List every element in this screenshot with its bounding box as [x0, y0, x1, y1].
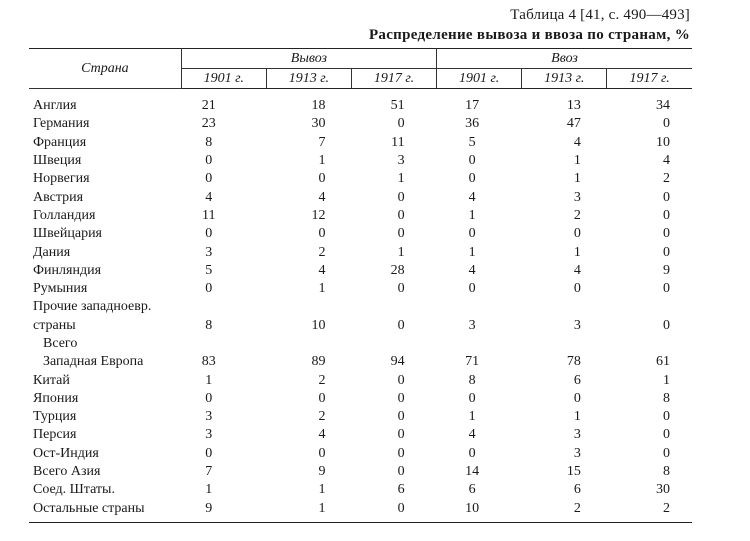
country-name-cell: Дания: [33, 244, 71, 260]
value-cell: [607, 298, 692, 316]
value-cell: 0: [468, 390, 476, 406]
value-cell: 0: [318, 445, 326, 461]
value-cell: 0: [205, 171, 213, 187]
value-cell: 0: [663, 244, 670, 260]
table-header: [29, 49, 692, 89]
country-name-cell: Соед. Штаты.: [33, 482, 115, 498]
value-cell: 89: [311, 354, 326, 370]
country-name-cell: Швеция: [33, 153, 82, 169]
value-cell: 2: [573, 207, 581, 223]
value-cell: 8: [205, 317, 213, 333]
country-name-cell: Ост-Индия: [33, 445, 99, 461]
value-cell: 9: [318, 464, 326, 480]
value-cell: 10: [311, 317, 326, 333]
value-cell: 0: [663, 189, 670, 205]
table-row: [29, 390, 692, 408]
value-cell: 9: [181, 500, 266, 523]
value-cell: [607, 335, 692, 353]
value-cell: 4: [573, 262, 581, 278]
country-name-cell: Западная Европа: [43, 354, 144, 370]
value-cell: 4: [468, 427, 476, 443]
value-cell: 0: [397, 189, 405, 205]
value-cell: 1: [468, 244, 476, 260]
value-cell: 1: [573, 244, 581, 260]
value-cell: 13: [566, 98, 581, 114]
value-cell: 30: [656, 482, 670, 498]
header-country: Страна: [29, 49, 181, 89]
value-cell: [181, 298, 266, 316]
value-cell: 18: [311, 98, 326, 114]
header-year-export-1917: 1917 г.: [351, 69, 436, 89]
value-cell: 3: [397, 153, 405, 169]
country-name-cell: Прочие западноевр.: [33, 299, 152, 315]
value-cell: 0: [663, 207, 670, 223]
value-cell: 4: [468, 189, 476, 205]
value-cell: 5: [205, 262, 213, 278]
value-cell: 1: [205, 482, 213, 498]
value-cell: 1: [468, 207, 476, 223]
value-cell: 11: [391, 134, 405, 150]
table-row: [29, 463, 692, 481]
value-cell: 6: [397, 482, 405, 498]
value-cell: 8: [663, 464, 670, 480]
header-year-import-1901: 1901 г.: [437, 69, 522, 89]
value-cell: 0: [397, 390, 405, 406]
value-cell: 1: [397, 244, 405, 260]
value-cell: 3: [573, 445, 581, 461]
value-cell: 4: [663, 153, 670, 169]
value-cell: 7: [205, 464, 213, 480]
value-cell: 71: [465, 354, 480, 370]
table-reference: Таблица 4 [41, с. 490—493]: [510, 7, 690, 23]
value-cell: 30: [311, 116, 326, 132]
value-cell: 0: [397, 445, 405, 461]
value-cell: 0: [663, 445, 670, 461]
country-name-cell: Турция: [33, 409, 77, 425]
header-year-import-1913: 1913 г.: [522, 69, 607, 89]
value-cell: 0: [397, 207, 405, 223]
value-cell: 0: [573, 281, 581, 297]
table-title: Распределение вывоза и ввоза по странам, %: [368, 27, 690, 43]
value-cell: 0: [573, 226, 581, 242]
value-cell: 5: [468, 134, 476, 150]
value-cell: 0: [663, 281, 670, 297]
value-cell: 0: [318, 226, 326, 242]
table-row: [29, 115, 692, 133]
table-row: [29, 134, 692, 152]
value-cell: 0: [663, 116, 670, 132]
value-cell: 1: [397, 171, 405, 187]
value-cell: 2: [522, 500, 607, 523]
value-cell: 51: [390, 98, 405, 114]
value-cell: 0: [663, 427, 670, 443]
table-body: [29, 89, 692, 523]
country-name-cell: Англия: [33, 98, 77, 114]
country-name-cell: Голландия: [33, 207, 96, 223]
value-cell: 3: [573, 189, 581, 205]
value-cell: 0: [318, 390, 326, 406]
value-cell: 0: [205, 226, 213, 242]
table-row: [29, 408, 692, 426]
value-cell: 0: [205, 281, 213, 297]
value-cell: 11: [202, 207, 216, 223]
value-cell: 1: [318, 281, 326, 297]
header-year-export-1901: 1901 г.: [181, 69, 266, 89]
country-name-cell: Норвегия: [33, 171, 90, 187]
country-name-cell: Китай: [33, 372, 70, 388]
country-name-cell: Всего: [43, 336, 78, 351]
value-cell: 0: [468, 171, 476, 187]
value-cell: 1: [266, 500, 351, 523]
value-cell: 0: [397, 281, 405, 297]
table-row: [29, 188, 692, 206]
value-cell: 3: [573, 317, 581, 333]
value-cell: 4: [318, 262, 326, 278]
value-cell: [266, 298, 351, 316]
country-name-cell: Остальные страны: [29, 500, 181, 523]
value-cell: [181, 335, 266, 353]
value-cell: [522, 298, 607, 316]
value-cell: 6: [573, 482, 581, 498]
value-cell: 17: [465, 98, 480, 114]
value-cell: 7: [318, 134, 326, 150]
table-row: [29, 170, 692, 188]
value-cell: 0: [468, 153, 476, 169]
value-cell: 2: [318, 409, 326, 425]
value-cell: 4: [573, 134, 581, 150]
value-cell: 12: [311, 207, 326, 223]
table-row: [29, 152, 692, 170]
value-cell: 1: [205, 372, 213, 388]
value-cell: 2: [318, 372, 326, 388]
value-cell: 8: [663, 390, 670, 406]
table-row: [29, 353, 692, 371]
value-cell: 9: [663, 262, 670, 278]
country-name-cell: страны: [33, 317, 76, 333]
table-row: [29, 280, 692, 298]
value-cell: 1: [573, 153, 581, 169]
value-cell: 28: [390, 262, 405, 278]
value-cell: 0: [663, 317, 670, 333]
value-cell: 10: [437, 500, 522, 523]
value-cell: 61: [656, 354, 670, 370]
value-cell: 3: [205, 427, 213, 443]
value-cell: 0: [468, 226, 476, 242]
value-cell: 4: [318, 189, 326, 205]
header-year-import-1917: 1917 г.: [607, 69, 692, 89]
value-cell: [351, 335, 436, 353]
country-name-cell: Германия: [33, 116, 90, 132]
country-name-cell: Всего Азия: [33, 464, 101, 480]
value-cell: 4: [468, 262, 476, 278]
value-cell: [266, 335, 351, 353]
value-cell: 6: [573, 372, 581, 388]
value-cell: 0: [205, 153, 213, 169]
value-cell: [437, 335, 522, 353]
country-name-cell: Япония: [33, 390, 79, 406]
value-cell: 6: [468, 482, 476, 498]
value-cell: 2: [663, 171, 670, 187]
trade-table: [29, 48, 692, 523]
country-name-cell: Румыния: [33, 281, 88, 297]
value-cell: 1: [663, 372, 670, 388]
header-import: Ввоз: [437, 49, 692, 69]
value-cell: 2: [607, 500, 692, 523]
table-row: [29, 89, 692, 116]
table-row: [29, 262, 692, 280]
value-cell: 1: [318, 482, 326, 498]
value-cell: 1: [468, 409, 476, 425]
value-cell: 0: [468, 445, 476, 461]
value-cell: 94: [390, 354, 405, 370]
value-cell: 1: [573, 171, 581, 187]
value-cell: 0: [397, 226, 405, 242]
value-cell: 3: [205, 409, 213, 425]
country-name-cell: Швейцария: [33, 226, 102, 242]
header-export: Вывоз: [181, 49, 436, 69]
value-cell: 23: [201, 116, 216, 132]
value-cell: 0: [573, 390, 581, 406]
value-cell: 0: [663, 226, 670, 242]
value-cell: 0: [397, 427, 405, 443]
value-cell: 4: [205, 189, 213, 205]
value-cell: 0: [468, 281, 476, 297]
table-row: [29, 335, 692, 353]
table-row: [29, 481, 692, 499]
country-name-cell: Персия: [33, 427, 77, 443]
country-name-cell: Франция: [33, 134, 87, 150]
value-cell: 36: [465, 116, 480, 132]
value-cell: 34: [656, 98, 670, 114]
value-cell: 8: [205, 134, 213, 150]
value-cell: 0: [351, 500, 436, 523]
country-name-cell: Австрия: [33, 189, 84, 205]
value-cell: 0: [397, 409, 405, 425]
value-cell: 0: [205, 390, 213, 406]
value-cell: 0: [397, 372, 405, 388]
table-row: [29, 500, 692, 523]
value-cell: 0: [663, 409, 670, 425]
value-cell: 3: [468, 317, 476, 333]
value-cell: 0: [397, 317, 405, 333]
value-cell: 14: [465, 464, 480, 480]
value-cell: 1: [318, 153, 326, 169]
header-year-export-1913: 1913 г.: [266, 69, 351, 89]
value-cell: 15: [566, 464, 581, 480]
table-row: [29, 243, 692, 261]
value-cell: 4: [318, 427, 326, 443]
value-cell: 3: [205, 244, 213, 260]
value-cell: 1: [573, 409, 581, 425]
table-row: [29, 207, 692, 225]
table-row: [29, 298, 692, 316]
value-cell: 2: [318, 244, 326, 260]
value-cell: [522, 335, 607, 353]
value-cell: 3: [573, 427, 581, 443]
value-cell: 21: [201, 98, 216, 114]
value-cell: 47: [566, 116, 581, 132]
value-cell: 83: [201, 354, 216, 370]
table-row: [29, 225, 692, 243]
table-row: [29, 371, 692, 389]
value-cell: 0: [397, 116, 405, 132]
value-cell: [437, 298, 522, 316]
table-row: [29, 317, 692, 335]
value-cell: 0: [205, 445, 213, 461]
value-cell: 0: [318, 171, 326, 187]
value-cell: 10: [656, 134, 670, 150]
table-row: [29, 445, 692, 463]
table-row: [29, 426, 692, 444]
value-cell: [351, 298, 436, 316]
value-cell: 0: [397, 464, 405, 480]
country-name-cell: Финляндия: [33, 262, 102, 278]
value-cell: 78: [566, 354, 581, 370]
value-cell: 8: [468, 372, 476, 388]
